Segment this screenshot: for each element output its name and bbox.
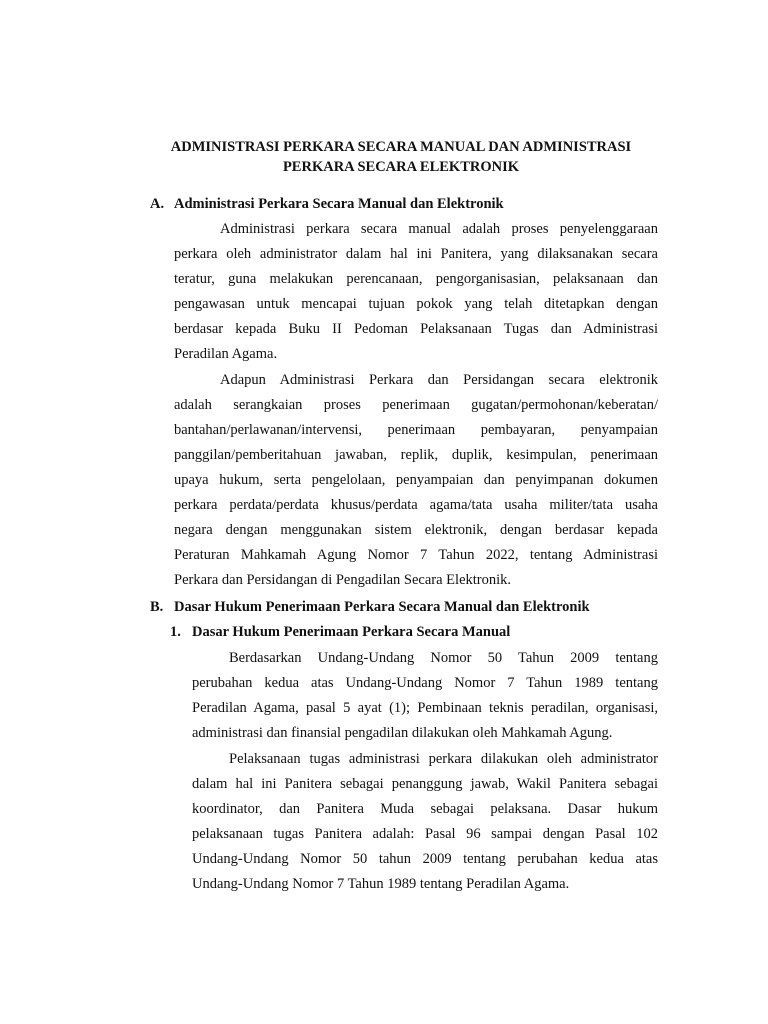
section-a-paragraph-2	[174, 370, 658, 595]
text-line: berdasar kepada Buku II Pedoman Pelaksanaan Tugas dan Administrasi	[174, 321, 658, 337]
text-line: Peraturan Mahkamah Agung Nomor 7 Tahun 2022, tentang Administrasi	[174, 547, 658, 563]
text-line: Undang-Undang Nomor 7 Tahun 1989 tentang Peradilan Agama.	[192, 876, 570, 892]
document-title	[120, 137, 682, 177]
subsection-1-marker: 1.	[170, 624, 181, 640]
text-line: administrasi dan finansial pengadilan dilakukan oleh Mahkamah Agung.	[192, 725, 613, 741]
text-line: Peradilan Agama, pasal 5 ayat (1); Pembinaan teknis peradilan, organisasi,	[192, 700, 658, 716]
text-line: perubahan kedua atas Undang-Undang Nomor 7 Tahun 1989 tentang	[192, 675, 658, 691]
subsection-1-heading	[170, 622, 510, 642]
title-line-2: PERKARA SECARA ELEKTRONIK	[282, 159, 520, 175]
text-line: Administrasi perkara secara manual adalah proses penyelenggaraan	[220, 221, 658, 237]
text-line: pelaksanaan tugas Panitera adalah: Pasal 96 sampai dengan Pasal 102	[192, 826, 658, 842]
text-line: Perkara dan Persidangan di Pengadilan Secara Elektronik.	[174, 572, 512, 588]
section-b-heading	[150, 597, 590, 617]
subsection-1-paragraph-1	[192, 648, 658, 748]
section-a-heading-text: Administrasi Perkara Secara Manual dan Elektronik	[174, 196, 504, 212]
text-line: Peradilan Agama.	[174, 346, 278, 362]
text-line: adalah serangkaian proses penerimaan gugatan/permohonan/keberatan/	[174, 397, 658, 413]
text-line: perkara oleh administrator dalam hal ini Panitera, yang dilaksanakan secara	[174, 246, 658, 262]
section-a-paragraph-1	[174, 219, 658, 369]
text-line: Berdasarkan Undang-Undang Nomor 50 Tahun 2009 tentang	[229, 650, 658, 666]
text-line: negara dengan menggunakan sistem elektronik, dengan berdasar kepada	[174, 522, 658, 538]
section-b-heading-text: Dasar Hukum Penerimaan Perkara Secara Manual dan Elektronik	[174, 599, 590, 615]
subsection-1-heading-text: Dasar Hukum Penerimaan Perkara Secara Manual	[192, 624, 511, 640]
section-a-heading	[150, 194, 504, 214]
text-line: Pelaksanaan tugas administrasi perkara dilakukan oleh administrator	[229, 751, 658, 767]
text-line: dalam hal ini Panitera sebagai penanggung jawab, Wakil Panitera sebagai	[192, 776, 658, 792]
text-line: panggilan/pemberitahuan jawaban, replik, duplik, kesimpulan, penerimaan	[174, 447, 658, 463]
text-line: upaya hukum, serta pengelolaan, penyampaian dan penyimpanan dokumen	[174, 472, 658, 488]
text-line: bantahan/perlawanan/intervensi, penerimaan pembayaran, penyampaian	[174, 422, 658, 438]
subsection-1-paragraph-2	[192, 749, 658, 899]
title-line-1: ADMINISTRASI PERKARA SECARA MANUAL DAN ADMINISTRASI	[170, 139, 632, 155]
text-line: pengawasan untuk mencapai tujuan pokok yang telah ditetapkan dengan	[174, 296, 658, 312]
text-line: Adapun Administrasi Perkara dan Persidangan secara elektronik	[220, 372, 658, 388]
text-line: teratur, guna melakukan perencanaan, pengorganisasian, pelaksanaan dan	[174, 271, 658, 287]
section-b-marker: B.	[150, 599, 164, 615]
text-line: koordinator, dan Panitera Muda sebagai pelaksana. Dasar hukum	[192, 801, 658, 817]
text-line: Undang-Undang Nomor 50 tahun 2009 tentang perubahan kedua atas	[192, 851, 658, 867]
text-line: perkara perdata/perdata khusus/perdata agama/tata usaha militer/tata usaha	[174, 497, 658, 513]
section-a-marker: A.	[150, 196, 165, 212]
